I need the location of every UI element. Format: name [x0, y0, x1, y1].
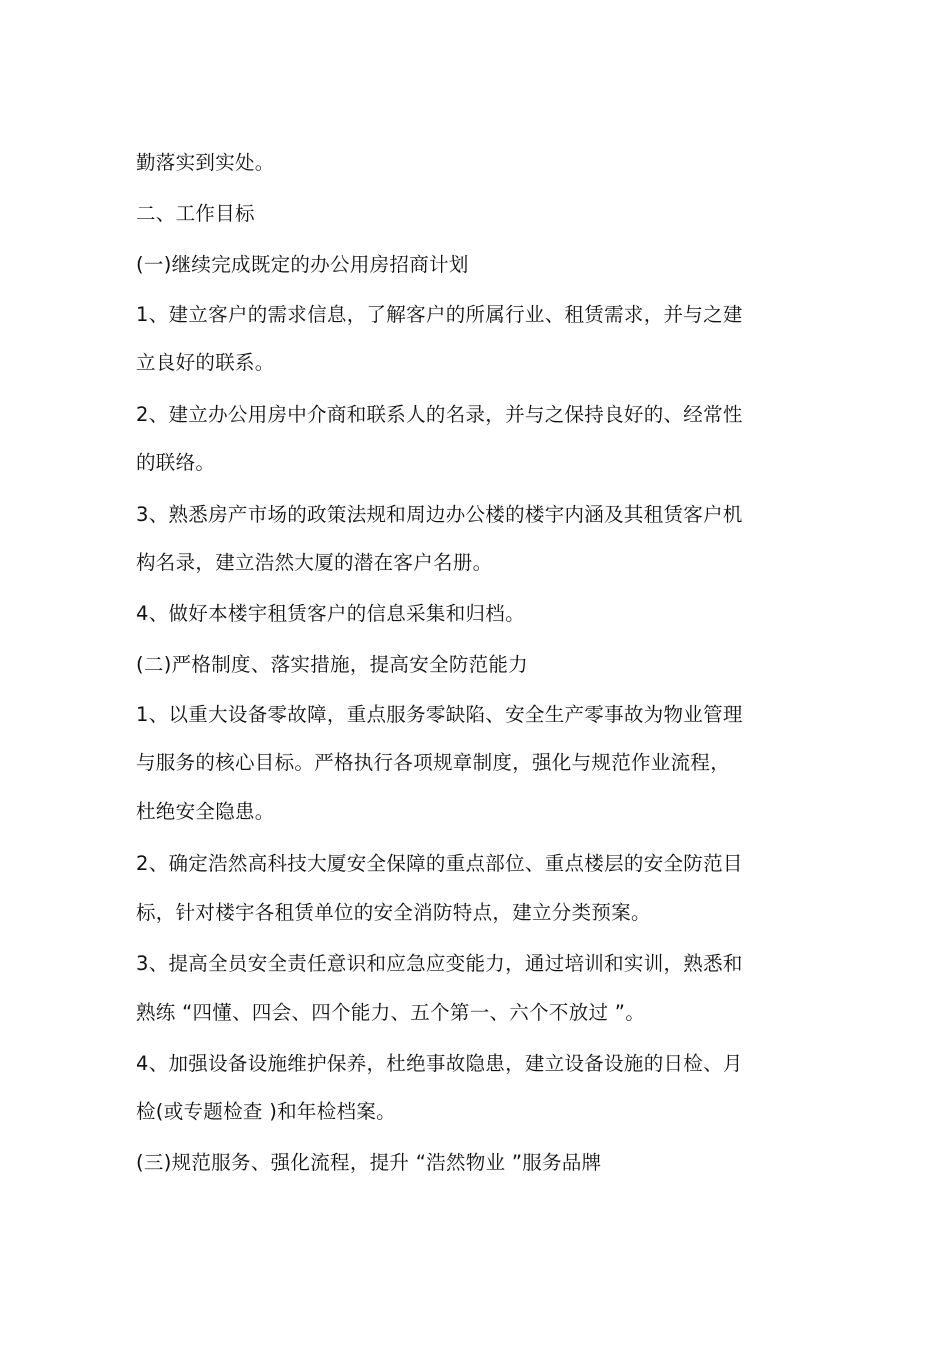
- subsection-heading: (一)继续完成既定的办公用房招商计划: [136, 253, 469, 276]
- text-line: 的联络。: [136, 451, 216, 474]
- text-line: 立良好的联系。: [136, 351, 275, 374]
- text-line: 2、确定浩然高科技大厦安全保障的重点部位、重点楼层的安全防范目: [136, 852, 743, 875]
- section-heading: 二、工作目标: [136, 202, 255, 225]
- text-line: 1、建立客户的需求信息，了解客户的所属行业、租赁需求，并与之建: [136, 303, 743, 326]
- text-line: 4、加强设备设施维护保养，杜绝事故隐患，建立设备设施的日检、月: [136, 1052, 743, 1075]
- text-line: 熟练 “四懂、四会、四个能力、五个第一、六个不放过 ”。: [136, 1001, 646, 1024]
- text-line: 与服务的核心目标。严格执行各项规章制度，强化与规范作业流程，: [136, 751, 731, 774]
- text-line: 杜绝安全隐患。: [136, 800, 275, 823]
- text-line: 勤落实到实处。: [136, 151, 275, 174]
- text-line: 构名录，建立浩然大厦的潜在客户名册。: [136, 551, 493, 574]
- text-line: 3、熟悉房产市场的政策法规和周边办公楼的楼宇内涵及其租赁客户机: [136, 503, 743, 526]
- subsection-heading: (三)规范服务、强化流程，提升 “浩然物业 ”服务品牌: [136, 1151, 602, 1174]
- text-line: 标，针对楼宇各租赁单位的安全消防特点，建立分类预案。: [136, 901, 651, 924]
- text-line: 1、以重大设备零故障，重点服务零缺陷、安全生产零事故为物业管理: [136, 703, 743, 726]
- text-line: 4、做好本楼宇租赁客户的信息采集和归档。: [136, 602, 525, 625]
- text-line: 检(或专题检查 )和年检档案。: [136, 1100, 396, 1123]
- text-line: 2、建立办公用房中介商和联系人的名录，并与之保持良好的、经常性: [136, 403, 743, 426]
- subsection-heading: (二)严格制度、落实措施，提高安全防范能力: [136, 653, 529, 676]
- text-line: 3、提高全员安全责任意识和应急应变能力，通过培训和实训，熟悉和: [136, 952, 743, 975]
